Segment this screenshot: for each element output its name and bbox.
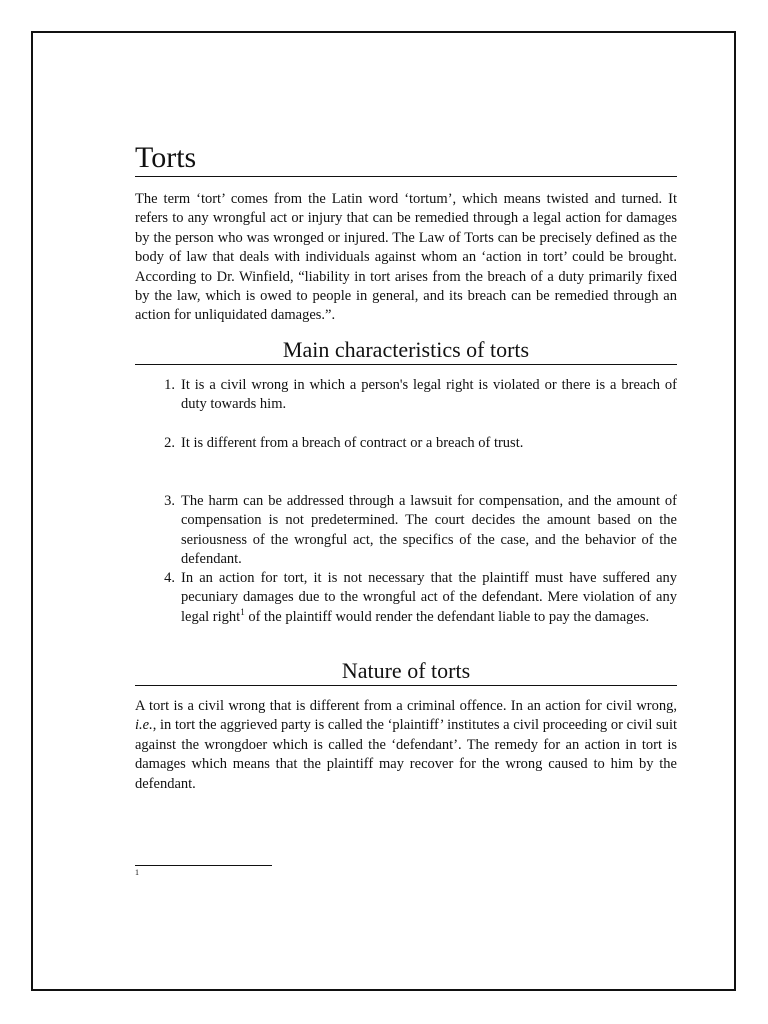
list-text-part: of the plaintiff would render the defendant liable to pay the damages. bbox=[244, 608, 650, 625]
footnote-separator bbox=[135, 865, 272, 866]
section-heading-nature: Nature of torts bbox=[135, 657, 677, 686]
nature-text-part: , in tort the aggrieved party is called the ‘plaintiff’ institutes a civil proceeding or civil suit against the wrongdoer which is called the ‘defendant’. The remedy for an action in tort is damages which means that the plaintiff may recover for the wrong caused to him by the defendant. bbox=[135, 717, 677, 792]
list-text: It is a civil wrong in which a person's legal right is violated or there is a breach of duty towards him. bbox=[181, 377, 677, 413]
footnote-reference[interactable]: 1 bbox=[240, 606, 245, 617]
list-number: 3. bbox=[164, 493, 175, 509]
list-text-part: In an action for tort, it is not necessary that the plaintiff must have suffered any pecuniary damages due to the wrongful act of the defendant. Mere violation of any legal right bbox=[181, 570, 677, 625]
nature-text-italic: i.e. bbox=[135, 717, 153, 734]
footnote-mark: 1 bbox=[135, 868, 139, 877]
nature-text-part: A tort is a civil wrong that is different from a criminal offence. In an action for civil wrong, bbox=[135, 698, 677, 714]
section-heading-characteristics: Main characteristics of torts bbox=[135, 336, 677, 365]
list-number: 1. bbox=[164, 377, 175, 393]
list-number: 4. bbox=[164, 570, 175, 586]
intro-text: The term ‘tort’ comes from the Latin word ‘tortum’, which means twisted and turned. It refers to any wrongful act or injury that can be remedied through a legal action for damages by the person who was wronged or injured. The Law of Torts can be precisely defined as the body of law that deals with individuals against whom an ‘action in tort’ could be brought. According to Dr. Winfield, “liability in tort arises from the breach of a duty primarily fixed by the law, which is owed to people in general, and its breach can be remedied through an action for unliquidated damages.”. bbox=[135, 191, 677, 324]
list-text bbox=[181, 569, 677, 627]
list-text: The harm can be addressed through a lawsuit for compensation, and the amount of compensation is not predetermined. The court decides the amount based on the seriousness of the wrongful act, the specifics of the case, and the behavior of the defendant. bbox=[181, 493, 677, 568]
intro-paragraph bbox=[135, 190, 677, 326]
nature-paragraph bbox=[135, 697, 677, 794]
list-number: 2. bbox=[164, 435, 175, 451]
nature-text bbox=[135, 697, 677, 794]
list-text: It is different from a breach of contract or a breach of trust. bbox=[181, 435, 524, 451]
page-title: Torts bbox=[135, 140, 677, 177]
